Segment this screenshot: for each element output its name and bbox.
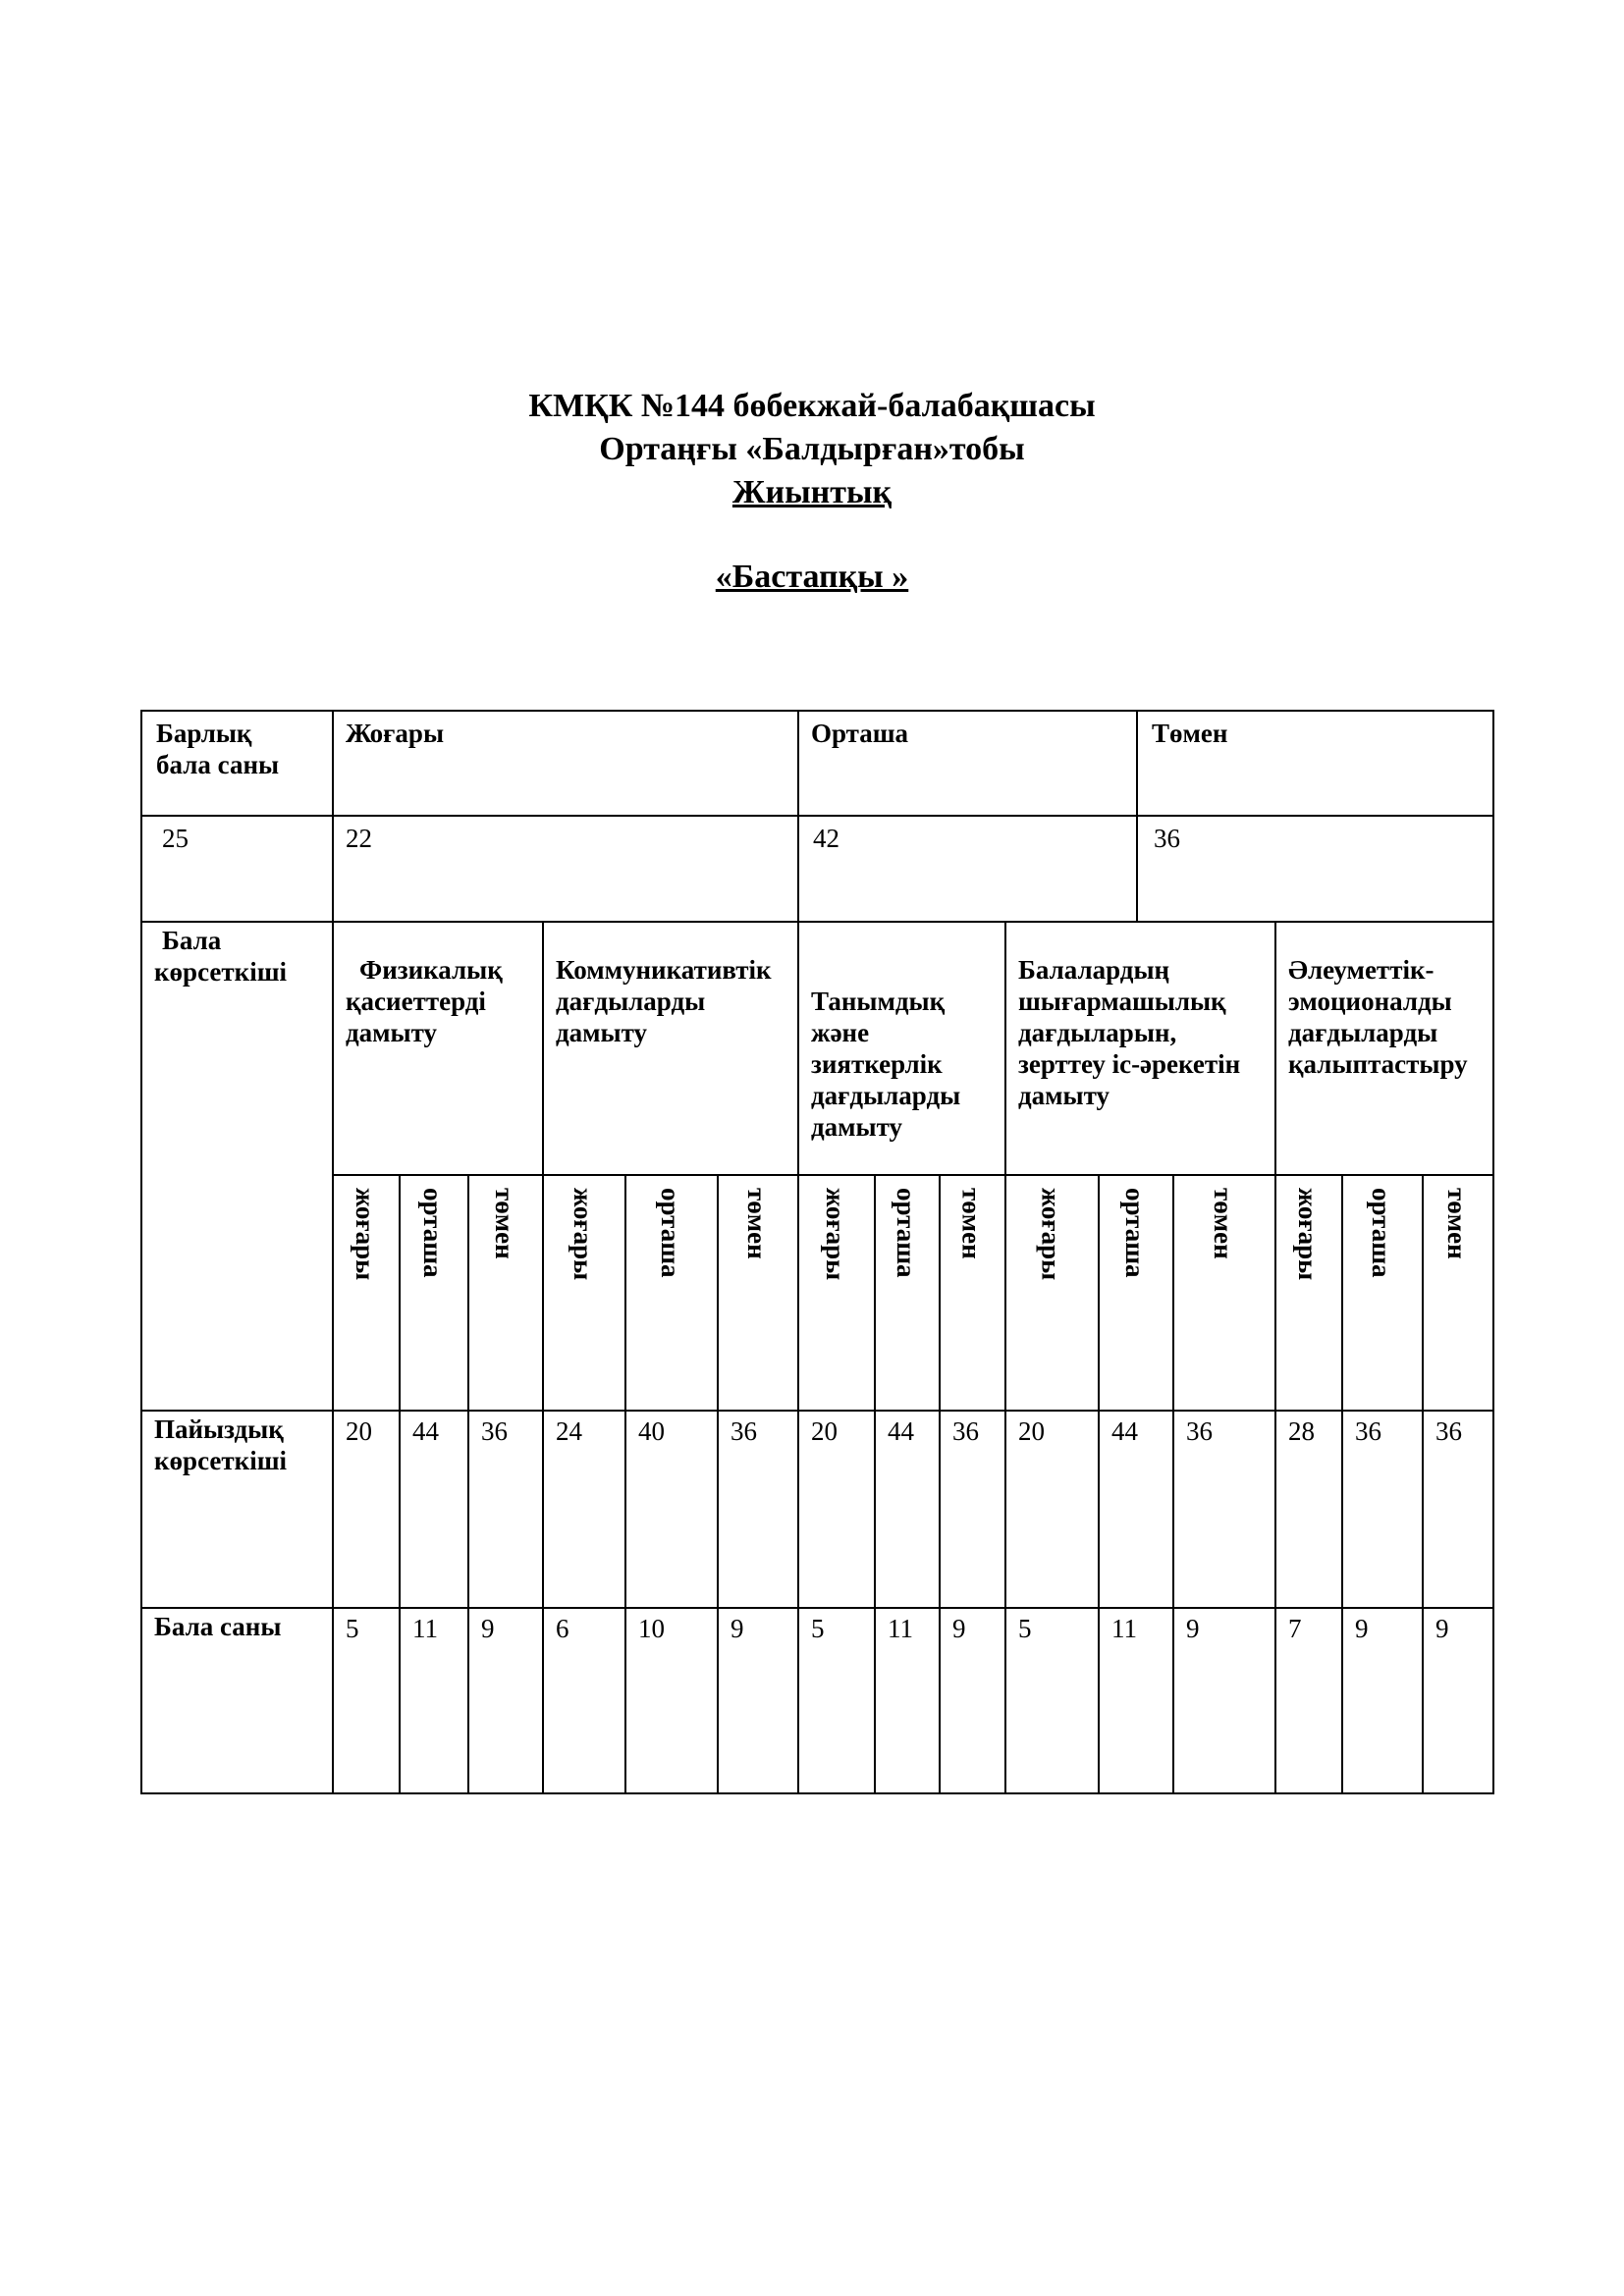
- table-border: [1274, 921, 1276, 1794]
- level-label: орташа: [1367, 1188, 1396, 1278]
- percent-value: 36: [952, 1416, 979, 1446]
- percent-value: 36: [1435, 1416, 1462, 1446]
- count-value: 7: [1288, 1614, 1302, 1643]
- level-label: жоғары: [568, 1188, 598, 1281]
- table-border: [399, 1174, 401, 1794]
- table-border: [140, 710, 142, 1794]
- table-border: [1136, 710, 1138, 921]
- table-border: [1341, 1174, 1343, 1794]
- percent-value: 36: [481, 1416, 508, 1446]
- development-area-header: Балалардың шығармашылық дағдыларын, зерттеу іс-әрекетін дамыту: [1018, 955, 1241, 1110]
- count-value: 11: [888, 1614, 913, 1643]
- level-label: төмен: [1209, 1188, 1238, 1259]
- table-border: [140, 1410, 1494, 1412]
- count-value: 6: [556, 1614, 569, 1643]
- percent-value: 20: [346, 1416, 372, 1446]
- count-value: 5: [1018, 1614, 1032, 1643]
- table-border: [1422, 1174, 1424, 1794]
- count-value: 5: [811, 1614, 825, 1643]
- development-area-header: Коммуникативтік дағдыларды дамыту: [556, 955, 772, 1047]
- table-border: [1172, 1174, 1174, 1794]
- table-border: [140, 710, 1494, 712]
- table-border: [1492, 710, 1494, 1794]
- development-area-header: Физикалық қасиеттерді дамыту: [346, 955, 503, 1047]
- percent-value: 36: [1186, 1416, 1213, 1446]
- count-row-label: Бала саны: [154, 1612, 282, 1641]
- percent-value: 36: [731, 1416, 757, 1446]
- count-value: 9: [481, 1614, 495, 1643]
- percent-value: 24: [556, 1416, 582, 1446]
- percent-value: 20: [1018, 1416, 1045, 1446]
- table-border: [797, 710, 799, 921]
- table-border: [1098, 1174, 1100, 1794]
- table-border: [332, 710, 334, 1794]
- report-type: Жиынтық: [731, 474, 893, 510]
- table-border: [797, 921, 799, 1794]
- level-label: төмен: [490, 1188, 519, 1259]
- total-children-header: Барлық бала саны: [156, 719, 280, 779]
- percent-value: 44: [1111, 1416, 1138, 1446]
- development-area-header: Әлеуметтік-эмоционалды дағдыларды қалыптастыру: [1288, 955, 1468, 1079]
- count-value: 9: [731, 1614, 744, 1643]
- development-area-header: Танымдық және зияткерлік дағдыларды дамыту: [811, 987, 961, 1142]
- table-border: [874, 1174, 876, 1794]
- table-border: [140, 1792, 1494, 1794]
- table-border: [624, 1174, 626, 1794]
- group-name: Ортаңғы «Балдырған»тобы: [599, 431, 1025, 467]
- level-label: жоғары: [351, 1188, 380, 1281]
- assessment-stage: «Бастапқы »: [715, 559, 909, 595]
- table-border: [717, 1174, 719, 1794]
- count-value: 9: [1435, 1614, 1449, 1643]
- level-label: төмен: [1442, 1188, 1472, 1259]
- table-border: [939, 1174, 941, 1794]
- count-value: 9: [1355, 1614, 1369, 1643]
- high-level-value: 22: [346, 824, 372, 853]
- kindergarten-name: КМҚК №144 бөбекжай-балабақшасы: [528, 388, 1096, 424]
- level-label: орташа: [418, 1188, 448, 1278]
- level-label: жоғары: [1293, 1188, 1323, 1281]
- count-value: 9: [952, 1614, 966, 1643]
- percent-value: 44: [412, 1416, 439, 1446]
- level-label: жоғары: [821, 1188, 850, 1281]
- indicator-row-label: Бала көрсеткіші: [154, 926, 287, 987]
- level-label: жоғары: [1036, 1188, 1066, 1281]
- total-children-value: 25: [162, 824, 189, 853]
- table-border: [1004, 921, 1006, 1794]
- document-title: [0, 385, 1624, 599]
- table-border: [542, 921, 544, 1794]
- level-label: орташа: [656, 1188, 685, 1278]
- level-label: орташа: [1120, 1188, 1150, 1278]
- count-value: 11: [1111, 1614, 1137, 1643]
- middle-level-header: Орташа: [811, 719, 909, 748]
- level-label: төмен: [742, 1188, 772, 1259]
- table-border: [467, 1174, 469, 1794]
- percent-value: 28: [1288, 1416, 1315, 1446]
- count-value: 10: [638, 1614, 665, 1643]
- middle-level-value: 42: [813, 824, 839, 853]
- high-level-header: Жоғары: [346, 719, 445, 748]
- table-border: [140, 815, 1494, 817]
- percent-value: 40: [638, 1416, 665, 1446]
- level-label: төмен: [956, 1188, 987, 1259]
- table-border: [332, 1174, 1494, 1176]
- count-value: 11: [412, 1614, 438, 1643]
- percent-value: 36: [1355, 1416, 1381, 1446]
- percent-row-label: Пайыздық көрсеткіші: [154, 1415, 287, 1475]
- low-level-header: Төмен: [1152, 719, 1228, 748]
- table-border: [140, 921, 1494, 923]
- table-border: [140, 1607, 1494, 1609]
- percent-value: 44: [888, 1416, 914, 1446]
- level-label: орташа: [892, 1188, 921, 1278]
- count-value: 5: [346, 1614, 359, 1643]
- percent-value: 20: [811, 1416, 838, 1446]
- low-level-value: 36: [1154, 824, 1180, 853]
- count-value: 9: [1186, 1614, 1200, 1643]
